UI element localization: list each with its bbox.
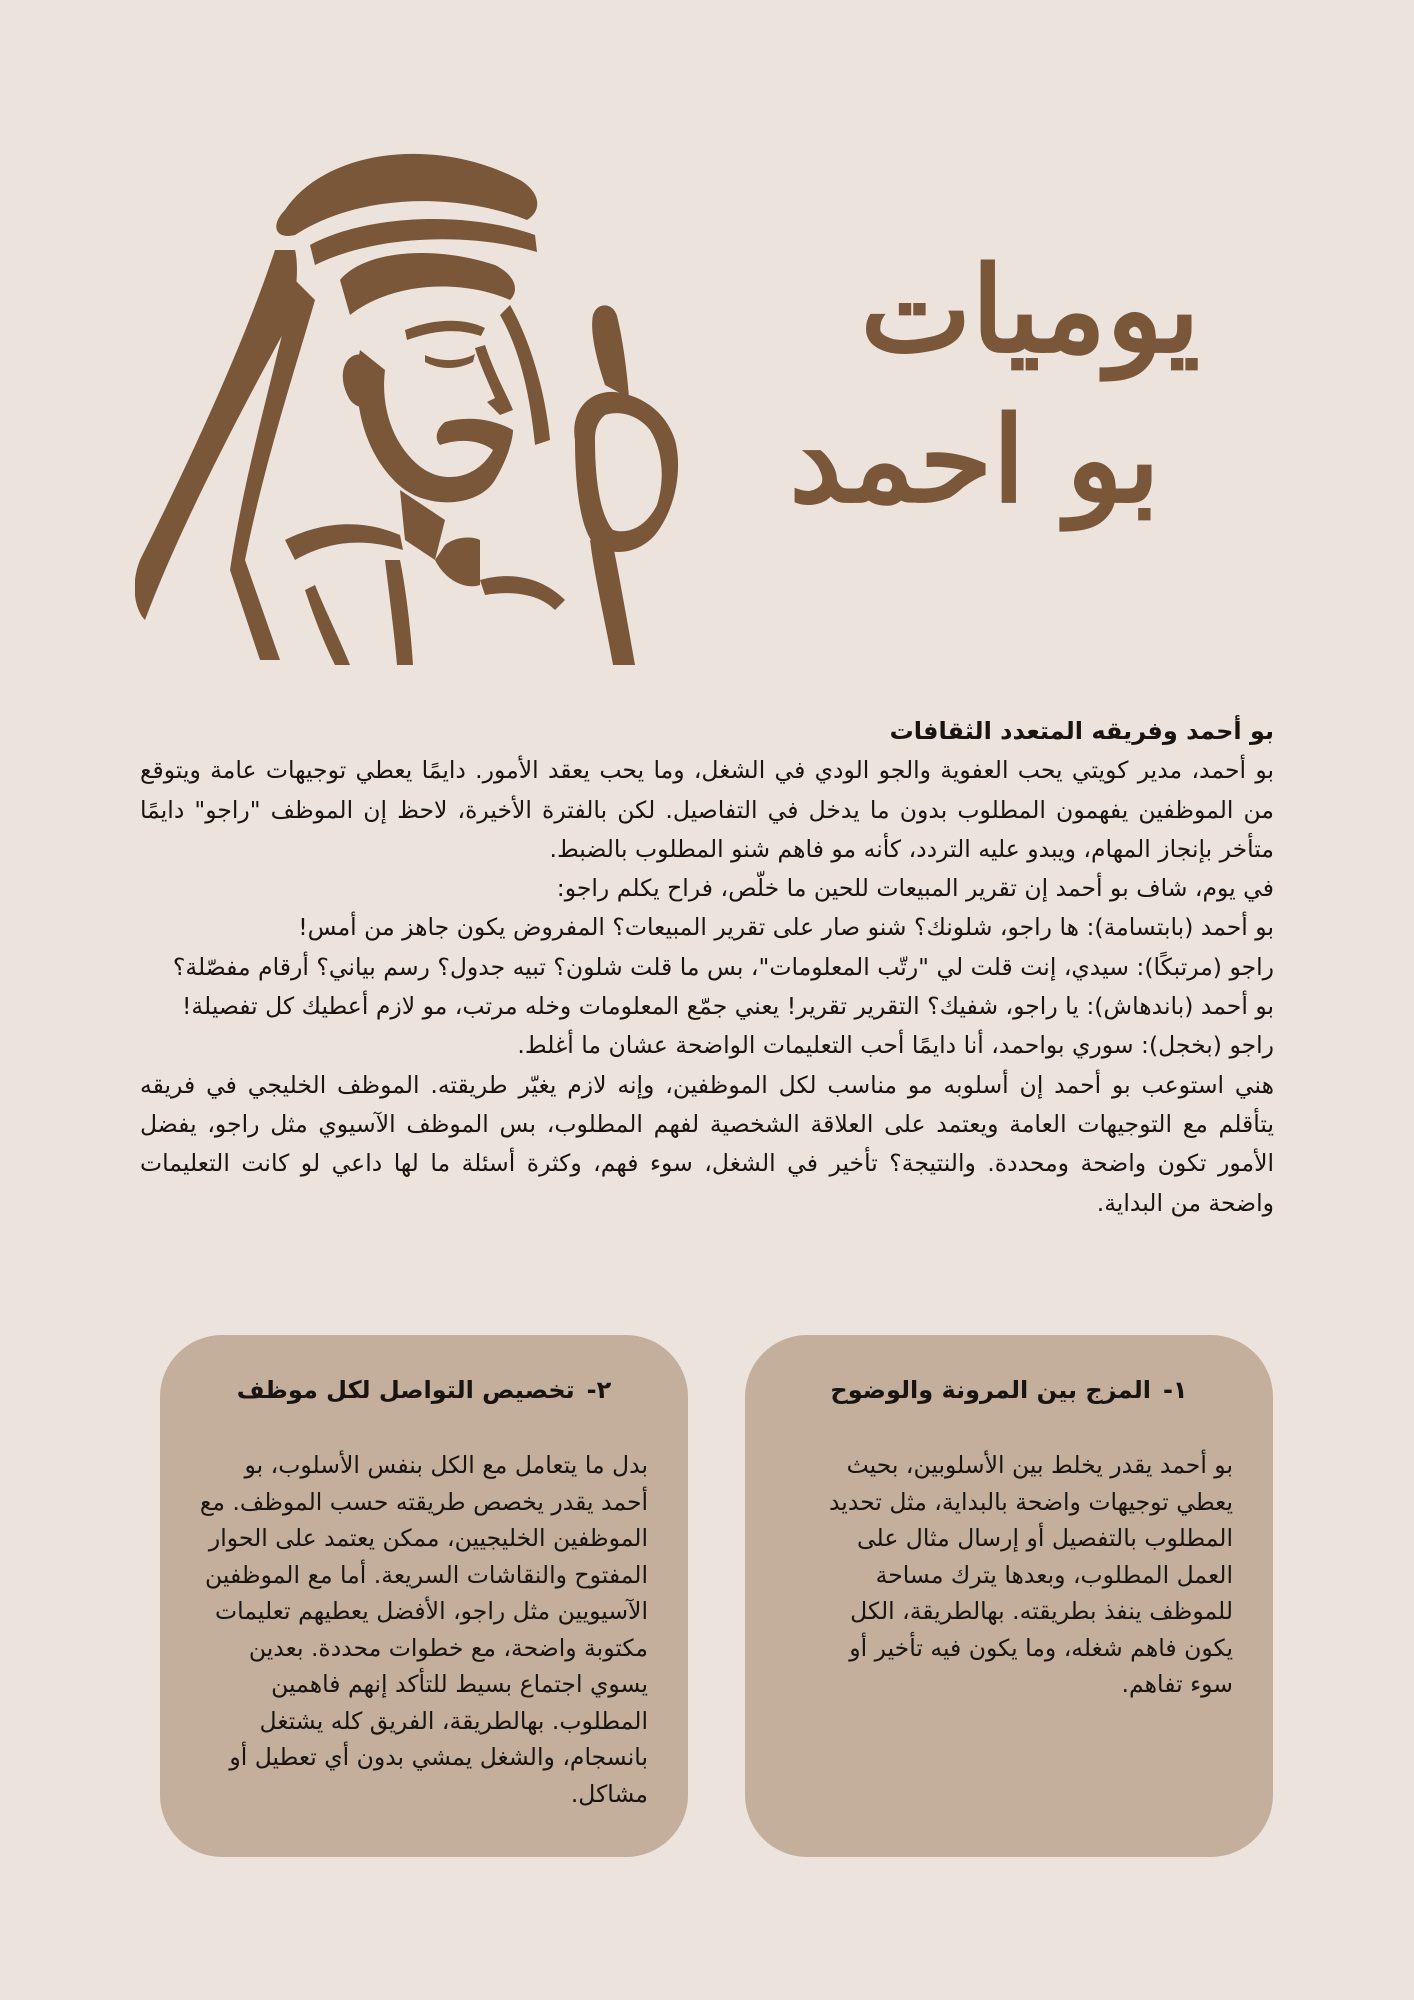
man-in-ghutra-illustration: [135, 140, 715, 670]
article-conclusion: هني استوعب بو أحمد إن أسلوبه مو مناسب لكل الموظفين، وإنه لازم يغيّر طريقته. الموظف الخليجي في فريقه يتأقلم مع التوجيهات العامة ويعتمد على العلاقة الشخصية لفهم المطلوب، بس الموظف الآسيوي مثل راجو، يفضل الأمور تكون واضحة ومحددة. والنتيجة؟ تأخير في الشغل، سوء فهم، وكثرة أسئلة ما لها داعي لو كانت التعليمات واضحة من البداية.: [140, 1070, 1274, 1217]
tip-card-body: بدل ما يتعامل مع الكل بنفس الأسلوب، بو أحمد يقدر يخصص طريقته حسب الموظف. مع الموظفين الخليجيين، ممكن يعتمد على الحوار المفتوح والنقاشات السريعة. أما مع الموظفين الآسيويين مثل راجو، الأفضل يعطيهم تعليمات مكتوبة واضحة، مع خطوات محددة. بعدين يسوي اجتماع بسيط للتأكد إنهم فاهمين المطلوب. بهالطريقة، الفريق كله يشتغل بانسجام، والشغل يمشي بدون أي تعطيل أو مشاكل.: [199, 1451, 648, 1808]
tip-card-2: [160, 1335, 688, 1857]
dialogue-line: بو أحمد (بابتسامة): ها راجو، شلونك؟ شنو صار على تقرير المبيعات؟ المفروض يكون جاهز من أمس!: [298, 913, 1274, 942]
title-line-2: بو احمد: [789, 390, 1160, 529]
article: [140, 712, 1274, 1223]
tip-card-number: ٢-: [586, 1376, 612, 1404]
tip-card-title: [160, 1372, 688, 1408]
dialogue-line: راجو (بخجل): سوري بواحمد، أنا دايمًا أحب التعليمات الواضحة عشان ما أغلط.: [517, 1031, 1274, 1060]
tip-card-1: [745, 1335, 1273, 1857]
tip-card-title-text: تخصيص التواصل لكل موظف: [236, 1376, 575, 1404]
dialogue-line: بو أحمد (باندهاش): يا راجو، شفيك؟ التقرير تقرير! يعني جمّع المعلومات وخله مرتب، مو لازم أعطيك كل تفصيلة!: [182, 992, 1274, 1021]
article-intro: بو أحمد، مدير كويتي يحب العفوية والجو الودي في الشغل، وما يحب يعقد الأمور. دايمًا يعطي توجيهات عامة ويتوقع من الموظفين يفهمون المطلوب بدون ما يدخل في التفاصيل. لكن بالفترة الأخيرة، لاحظ إن الموظف "راجو" دايمًا متأخر بإنجاز المهام، ويبدو عليه التردد، كأنه مو فاهم شنو المطلوب بالضبط.: [140, 756, 1274, 863]
tip-card-title-text: المزج بين المرونة والوضوح: [830, 1376, 1151, 1404]
dialogue-line: راجو (مرتبكًا): سيدي، إنت قلت لي "رتّب المعلومات"، بس ما قلت شلون؟ تبيه جدول؟ رسم بياني؟ أرقام مفصّلة؟: [172, 952, 1274, 981]
tip-card-title: [745, 1372, 1273, 1408]
tip-card-number: ١-: [1162, 1376, 1188, 1404]
article-scene: في يوم، شاف بو أحمد إن تقرير المبيعات للحين ما خلّص، فراح يكلم راجو:: [556, 874, 1274, 903]
article-heading: بو أحمد وفريقه المتعدد الثقافات: [889, 717, 1274, 745]
page-title: [789, 235, 1220, 535]
tip-card-body: بو أحمد يقدر يخلط بين الأسلوبين، بحيث يعطي توجيهات واضحة بالبداية، مثل تحديد المطلوب بالتفصيل أو إرسال مثال على العمل المطلوب، وبعدها يترك مساحة للموظف ينفذ بطريقته. بهالطريقة، الكل يكون فاهم شغله، وما يكون فيه تأخير أو سوء تفاهم.: [828, 1451, 1233, 1698]
title-line-1: يوميات: [860, 240, 1200, 379]
